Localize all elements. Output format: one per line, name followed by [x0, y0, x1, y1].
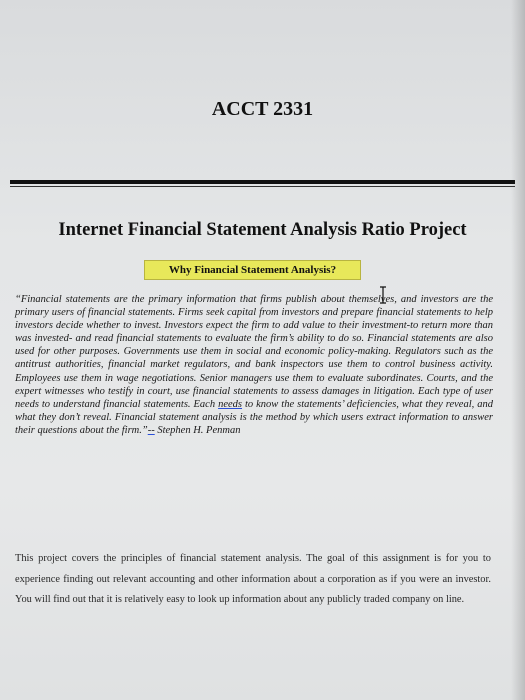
header-divider-thin: [10, 186, 515, 187]
project-description: This project covers the principles of financial statement analysis. The goal of this assignment is for you to experience finding out relevant accounting and other information about a corporation as if you were an investor. You will find out that it is relatively easy to look up information about any publicly traded company on line.: [15, 553, 491, 605]
page-edge-shadow: [511, 0, 525, 700]
quote-dash: --: [147, 424, 155, 436]
quote-text-start: “Financial statements are the primary information that firms publish about themselves, and investors are the primary users of financial statements. Firms seek capital from investors and prepare financial statements to help investors decide whether to invest. Investors expect the firm to add value to their investment-to return more than was invested- and read financial statements to evaluate the firm’s ability to do so. Financial statements are also used for other purposes. Governments use them in social and economic policy-making. Regulators such as the antitrust authorities, financial market regulators, and bank inspectors use them to control business activity. Employees use them in wage negotiations. Senior managers use them to evaluate subordinates. Courts, and the expert witnesses who testify in court, use financial statements to assess damages in litigation. Each type of user needs to understand financial statements. Each: [15, 294, 493, 410]
course-title: ACCT 2331: [211, 98, 314, 120]
penman-quote: [15, 293, 493, 437]
section-heading-highlight: [144, 260, 361, 280]
header-divider-thick: [10, 180, 515, 184]
quote-text-end: to know the statements’ deficiencies, what they reveal, and what they don’t reveal. Financial statement analysis is the method by which users extract information to answer their questions about the firm.”: [15, 398, 493, 436]
project-title: Internet Financial Statement Analysis Ratio Project: [58, 220, 467, 240]
section-heading: Why Financial Statement Analysis?: [168, 264, 337, 276]
quote-author: Stephen H. Penman: [154, 424, 241, 436]
quote-needs-word: needs: [218, 398, 243, 410]
